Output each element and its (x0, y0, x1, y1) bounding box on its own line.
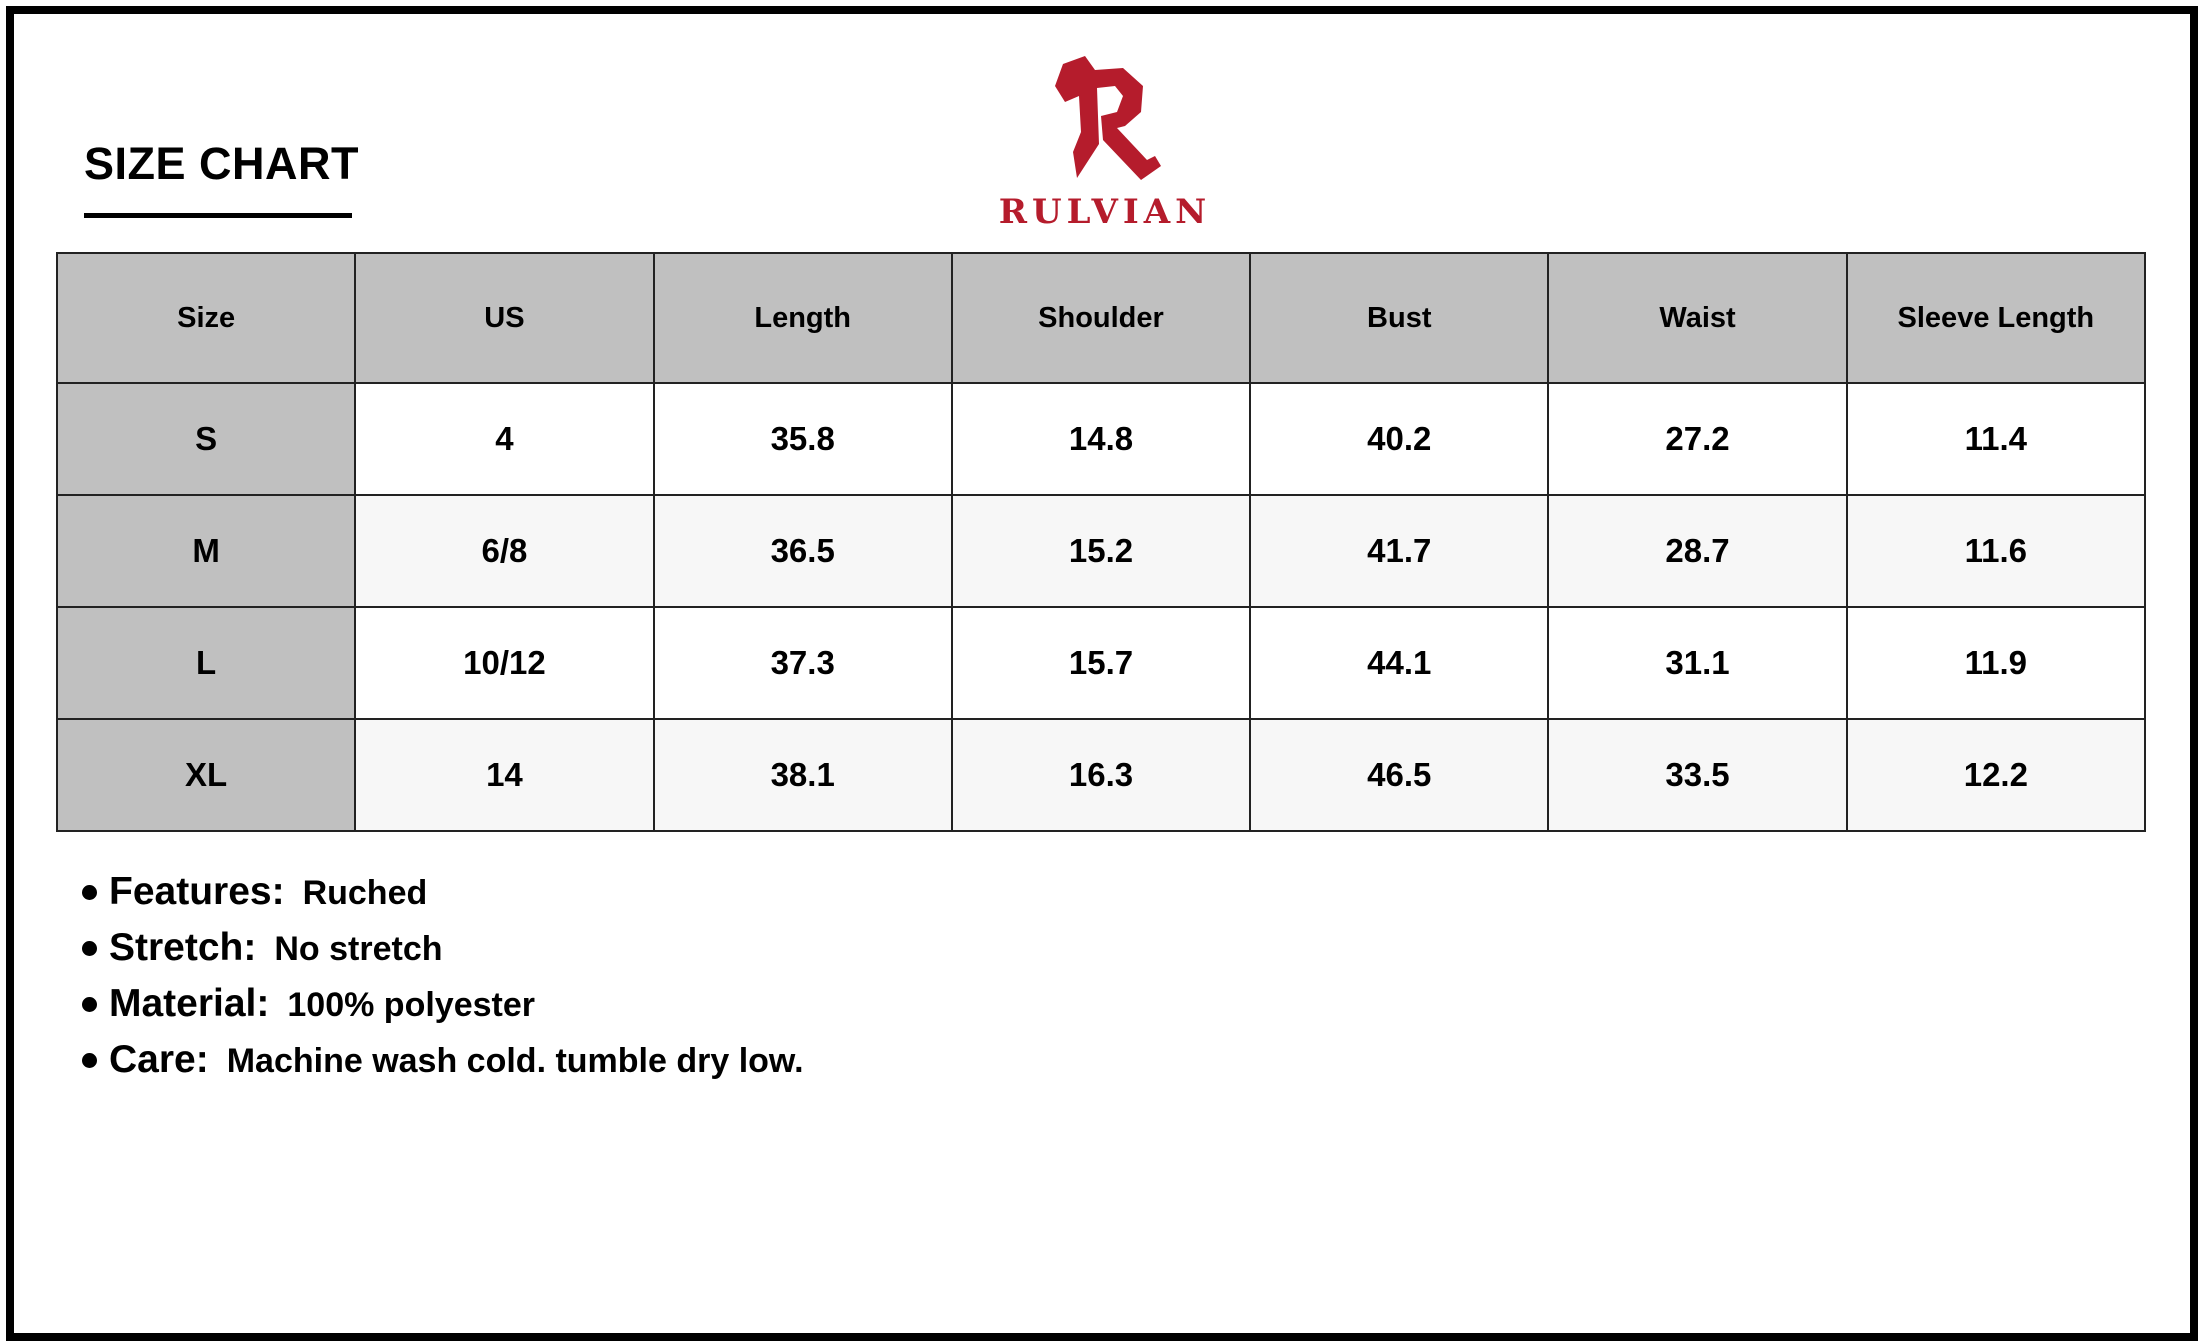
size-cell: XL (57, 719, 355, 831)
detail-material (82, 982, 804, 1038)
table-cell: 15.7 (952, 607, 1250, 719)
detail-care (82, 1038, 804, 1094)
detail-key: Care: (109, 1038, 209, 1081)
table-row (57, 719, 2145, 831)
header-us: US (355, 253, 653, 383)
table-cell: 37.3 (654, 607, 952, 719)
header-bust: Bust (1250, 253, 1548, 383)
table-cell: 12.2 (1847, 719, 2145, 831)
table-cell: 31.1 (1548, 607, 1846, 719)
table-cell: 11.6 (1847, 495, 2145, 607)
title-underline (84, 213, 352, 218)
detail-key: Stretch: (109, 926, 257, 969)
table-cell: 33.5 (1548, 719, 1846, 831)
header-size: Size (57, 253, 355, 383)
header-sleeve-length: Sleeve Length (1847, 253, 2145, 383)
table-header-row (57, 253, 2145, 383)
table-row (57, 607, 2145, 719)
detail-features (82, 870, 804, 926)
page-title: SIZE CHART (84, 138, 359, 189)
table-cell: 15.2 (952, 495, 1250, 607)
detail-stretch (82, 926, 804, 982)
detail-value: Ruched (302, 874, 428, 912)
table-cell: 40.2 (1250, 383, 1548, 495)
table-row (57, 383, 2145, 495)
bullet-icon (82, 885, 97, 900)
table-cell: 36.5 (654, 495, 952, 607)
bullet-icon (82, 941, 97, 956)
table-cell: 14.8 (952, 383, 1250, 495)
detail-value: No stretch (274, 930, 443, 968)
table-cell: 35.8 (654, 383, 952, 495)
detail-key: Features: (109, 870, 285, 913)
table-row (57, 495, 2145, 607)
table-cell: 16.3 (952, 719, 1250, 831)
detail-value: Machine wash cold. tumble dry low. (226, 1042, 804, 1080)
table-cell: 27.2 (1548, 383, 1846, 495)
table-cell: 6/8 (355, 495, 653, 607)
r-monogram-logo-icon (1045, 56, 1165, 186)
size-table (56, 252, 2146, 832)
table-cell: 14 (355, 719, 653, 831)
size-cell: L (57, 607, 355, 719)
detail-key: Material: (109, 982, 270, 1025)
table-cell: 46.5 (1250, 719, 1548, 831)
table-cell: 38.1 (654, 719, 952, 831)
bullet-icon (82, 1053, 97, 1068)
table-cell: 11.9 (1847, 607, 2145, 719)
bullet-icon (82, 997, 97, 1012)
table-cell: 11.4 (1847, 383, 2145, 495)
table-cell: 4 (355, 383, 653, 495)
table-cell: 10/12 (355, 607, 653, 719)
detail-value: 100% polyester (287, 986, 535, 1024)
table-cell: 44.1 (1250, 607, 1548, 719)
size-cell: S (57, 383, 355, 495)
product-details-list (82, 870, 804, 1094)
brand-logo (990, 56, 1220, 236)
brand-name: RULVIAN (998, 192, 1212, 232)
size-cell: M (57, 495, 355, 607)
table-cell: 41.7 (1250, 495, 1548, 607)
header-waist: Waist (1548, 253, 1846, 383)
header-length: Length (654, 253, 952, 383)
header-shoulder: Shoulder (952, 253, 1250, 383)
table-cell: 28.7 (1548, 495, 1846, 607)
